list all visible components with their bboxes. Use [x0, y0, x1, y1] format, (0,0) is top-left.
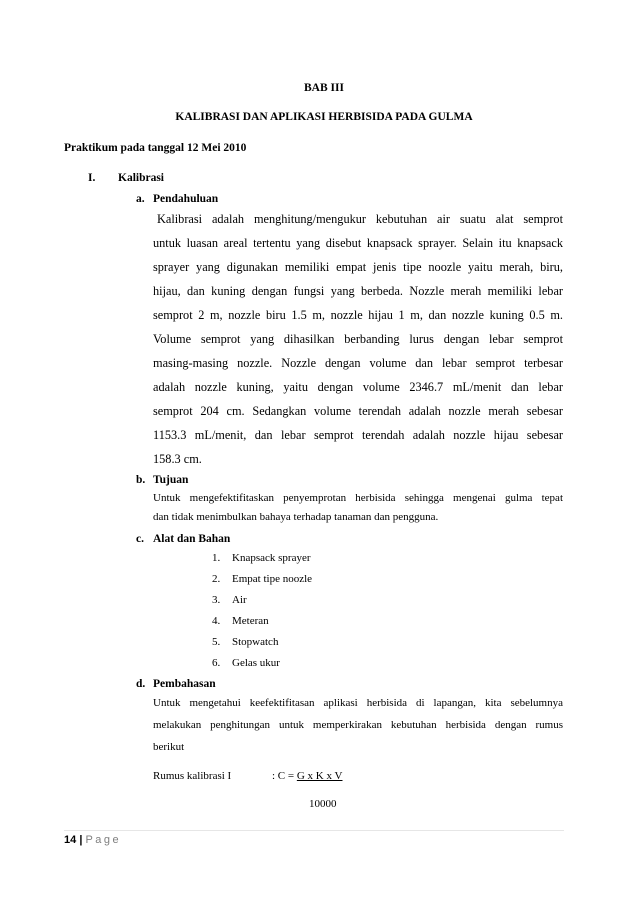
subsection-d-title: Pembahasan — [153, 678, 216, 690]
subsection-b-marker: b. — [136, 474, 146, 486]
page-footer — [64, 834, 121, 846]
formula-numerator: G x K x V — [296, 770, 343, 782]
praktikum-date-line: Praktikum pada tanggal 12 Mei 2010 — [64, 142, 247, 154]
formula-label: Rumus kalibrasi I — [153, 770, 232, 782]
formula-denominator: 10000 — [309, 798, 337, 810]
pendahuluan-line: sprayer yang digunakan memiliki empat jenis tipe noozle yaitu merah, biru, — [153, 260, 563, 274]
pendahuluan-line: 1153.3 mL/menit, dan lebar semprot terendah adalah nozzle hijau sebesar — [153, 428, 563, 442]
footer-page-word: Page — [85, 834, 122, 846]
list-item: Gelas ukur — [232, 657, 280, 669]
footer-separator: | — [79, 834, 83, 846]
list-item-number: 3. — [212, 594, 221, 606]
pendahuluan-line: 158.3 cm. — [153, 452, 202, 466]
list-item: Stopwatch — [232, 636, 279, 648]
pendahuluan-line: Volume semprot yang dihasilkan berbanding lurus dengan lebar semprot — [153, 332, 563, 346]
page-number: 14 — [64, 834, 77, 846]
pendahuluan-line: hijau, dan kuning dengan fungsi yang berbeda. Nozzle merah memiliki lebar — [153, 284, 563, 298]
list-item-number: 4. — [212, 615, 221, 627]
list-item-number: 1. — [212, 552, 221, 564]
list-item-number: 5. — [212, 636, 221, 648]
pembahasan-line: Untuk mengetahui keefektifitasan aplikasi herbisida di lapangan, kita sebelumnya — [153, 697, 563, 709]
list-item-number: 6. — [212, 657, 221, 669]
subsection-a-marker: a. — [136, 193, 145, 205]
pendahuluan-line: untuk luasan areal tertentu yang disebut knapsack sprayer. Selain itu knapsack — [153, 236, 563, 250]
subsection-d-marker: d. — [136, 678, 146, 690]
pendahuluan-line: Kalibrasi adalah menghitung/mengukur kebutuhan air suatu alat semprot — [157, 212, 563, 226]
formula-line — [272, 770, 343, 782]
subsection-b-title: Tujuan — [153, 474, 189, 486]
subsection-c-marker: c. — [136, 533, 144, 545]
chapter-title: KALIBRASI DAN APLIKASI HERBISIDA PADA GULMA — [175, 111, 473, 123]
pembahasan-line: melakukan penghitungan untuk memperkirakan kebutuhan herbisida dengan rumus — [153, 719, 563, 731]
section-title: Kalibrasi — [118, 172, 165, 184]
subsection-c-title: Alat dan Bahan — [153, 533, 231, 545]
list-item-number: 2. — [212, 573, 221, 585]
section-number: I. — [88, 172, 96, 184]
pendahuluan-line: masing-masing nozzle. Nozzle dengan volume dan lebar semprot terbesar — [153, 356, 563, 370]
footer-rule — [64, 830, 564, 831]
pembahasan-line: berikut — [153, 741, 185, 753]
pendahuluan-line: adalah nozzle kuning, yaitu dengan volume 2346.7 mL/menit dan lebar — [153, 380, 563, 394]
list-item: Empat tipe noozle — [232, 573, 313, 585]
pendahuluan-line: semprot 2 m, nozzle biru 1.5 m, nozzle hijau 1 m, dan nozzle kuning 0.5 m. — [153, 308, 563, 322]
list-item: Meteran — [232, 615, 269, 627]
list-item: Air — [232, 594, 247, 606]
pendahuluan-line: semprot 204 cm. Sedangkan volume terendah adalah nozzle merah sebesar — [153, 404, 563, 418]
tujuan-line: dan tidak menimbulkan bahaya terhadap tanaman dan pengguna. — [153, 511, 439, 523]
formula-prefix: : C = — [272, 770, 297, 782]
chapter-label: BAB III — [304, 82, 344, 94]
tujuan-line: Untuk mengefektifitaskan penyemprotan herbisida sehingga mengenai gulma tepat — [153, 492, 563, 504]
list-item: Knapsack sprayer — [232, 552, 311, 564]
subsection-a-title: Pendahuluan — [153, 193, 219, 205]
